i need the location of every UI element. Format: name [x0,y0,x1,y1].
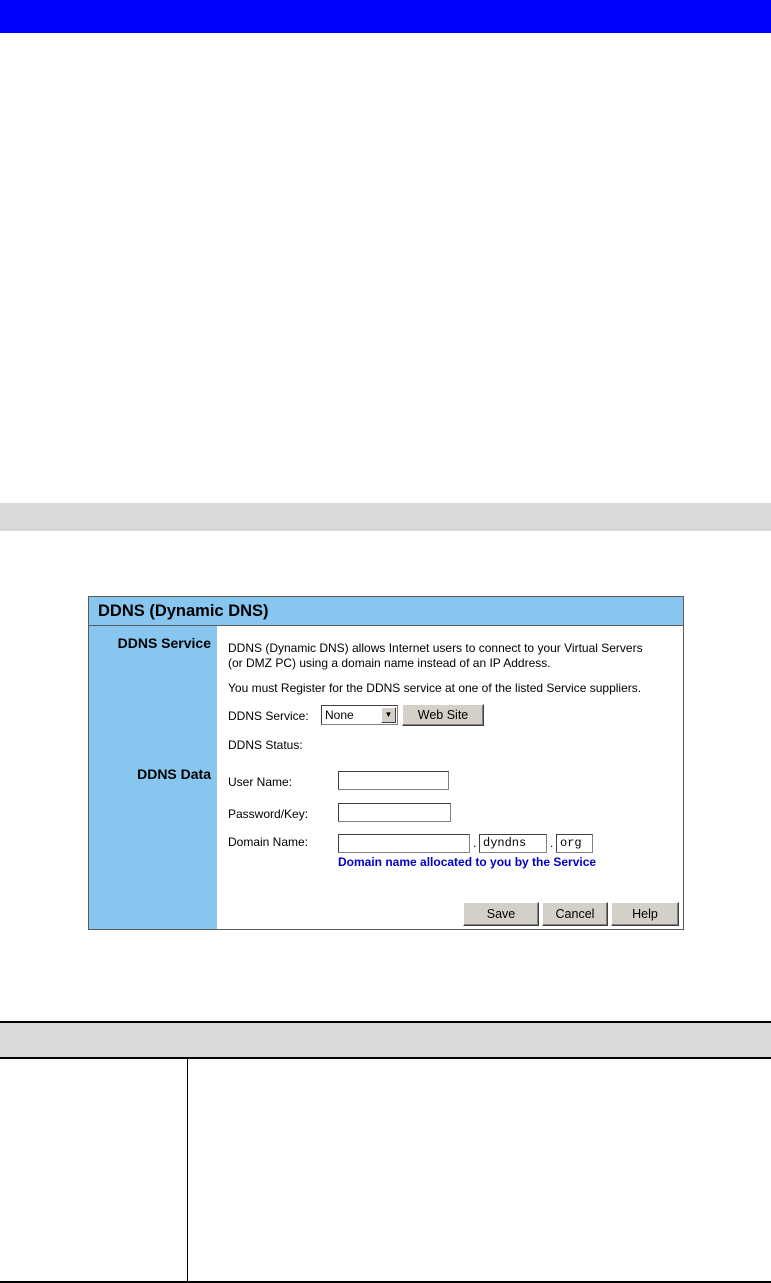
domain-separator-1: . [473,836,477,850]
cancel-button[interactable]: Cancel [542,902,608,926]
chevron-down-icon[interactable]: ▼ [381,707,396,723]
help-button[interactable]: Help [611,902,679,926]
user-name-input[interactable] [338,771,449,790]
password-input[interactable] [338,803,451,822]
table-column-divider [187,1059,188,1281]
domain-second-level-input[interactable]: dyndns [479,834,547,853]
domain-hint-text: Domain name allocated to you by the Service [338,855,597,869]
page-header-bar [0,0,771,33]
ddns-service-selected: None [325,708,354,722]
domain-host-input[interactable] [338,834,470,853]
register-note: You must Register for the DDNS service at one of the listed Service suppliers. [228,681,642,695]
ddns-service-label: DDNS Service: [228,709,309,723]
panel-title: DDNS (Dynamic DNS) [89,597,683,626]
ddns-data-section-label: DDNS Data [137,766,211,782]
user-name-label: User Name: [228,775,293,789]
section-heading-bar [0,503,771,531]
ddns-service-section-label: DDNS Service [117,635,211,651]
ddns-service-select[interactable] [321,705,398,725]
description-line-1: DDNS (Dynamic DNS) allows Internet users to connect to your Virtual Servers [228,641,643,655]
password-label: Password/Key: [228,807,309,821]
description-line-2: (or DMZ PC) using a domain name instead of an IP Address. [228,656,551,670]
table-header-rule [0,1057,771,1059]
panel-sidebar [89,626,217,929]
domain-separator-2: . [550,836,554,850]
save-button[interactable]: Save [463,902,539,926]
ddns-panel [88,596,684,930]
web-site-button[interactable]: Web Site [402,704,484,726]
table-header-row [0,1023,771,1058]
domain-name-label: Domain Name: [228,835,309,849]
ddns-status-label: DDNS Status: [228,738,303,752]
domain-top-level-input[interactable]: org [556,834,593,853]
